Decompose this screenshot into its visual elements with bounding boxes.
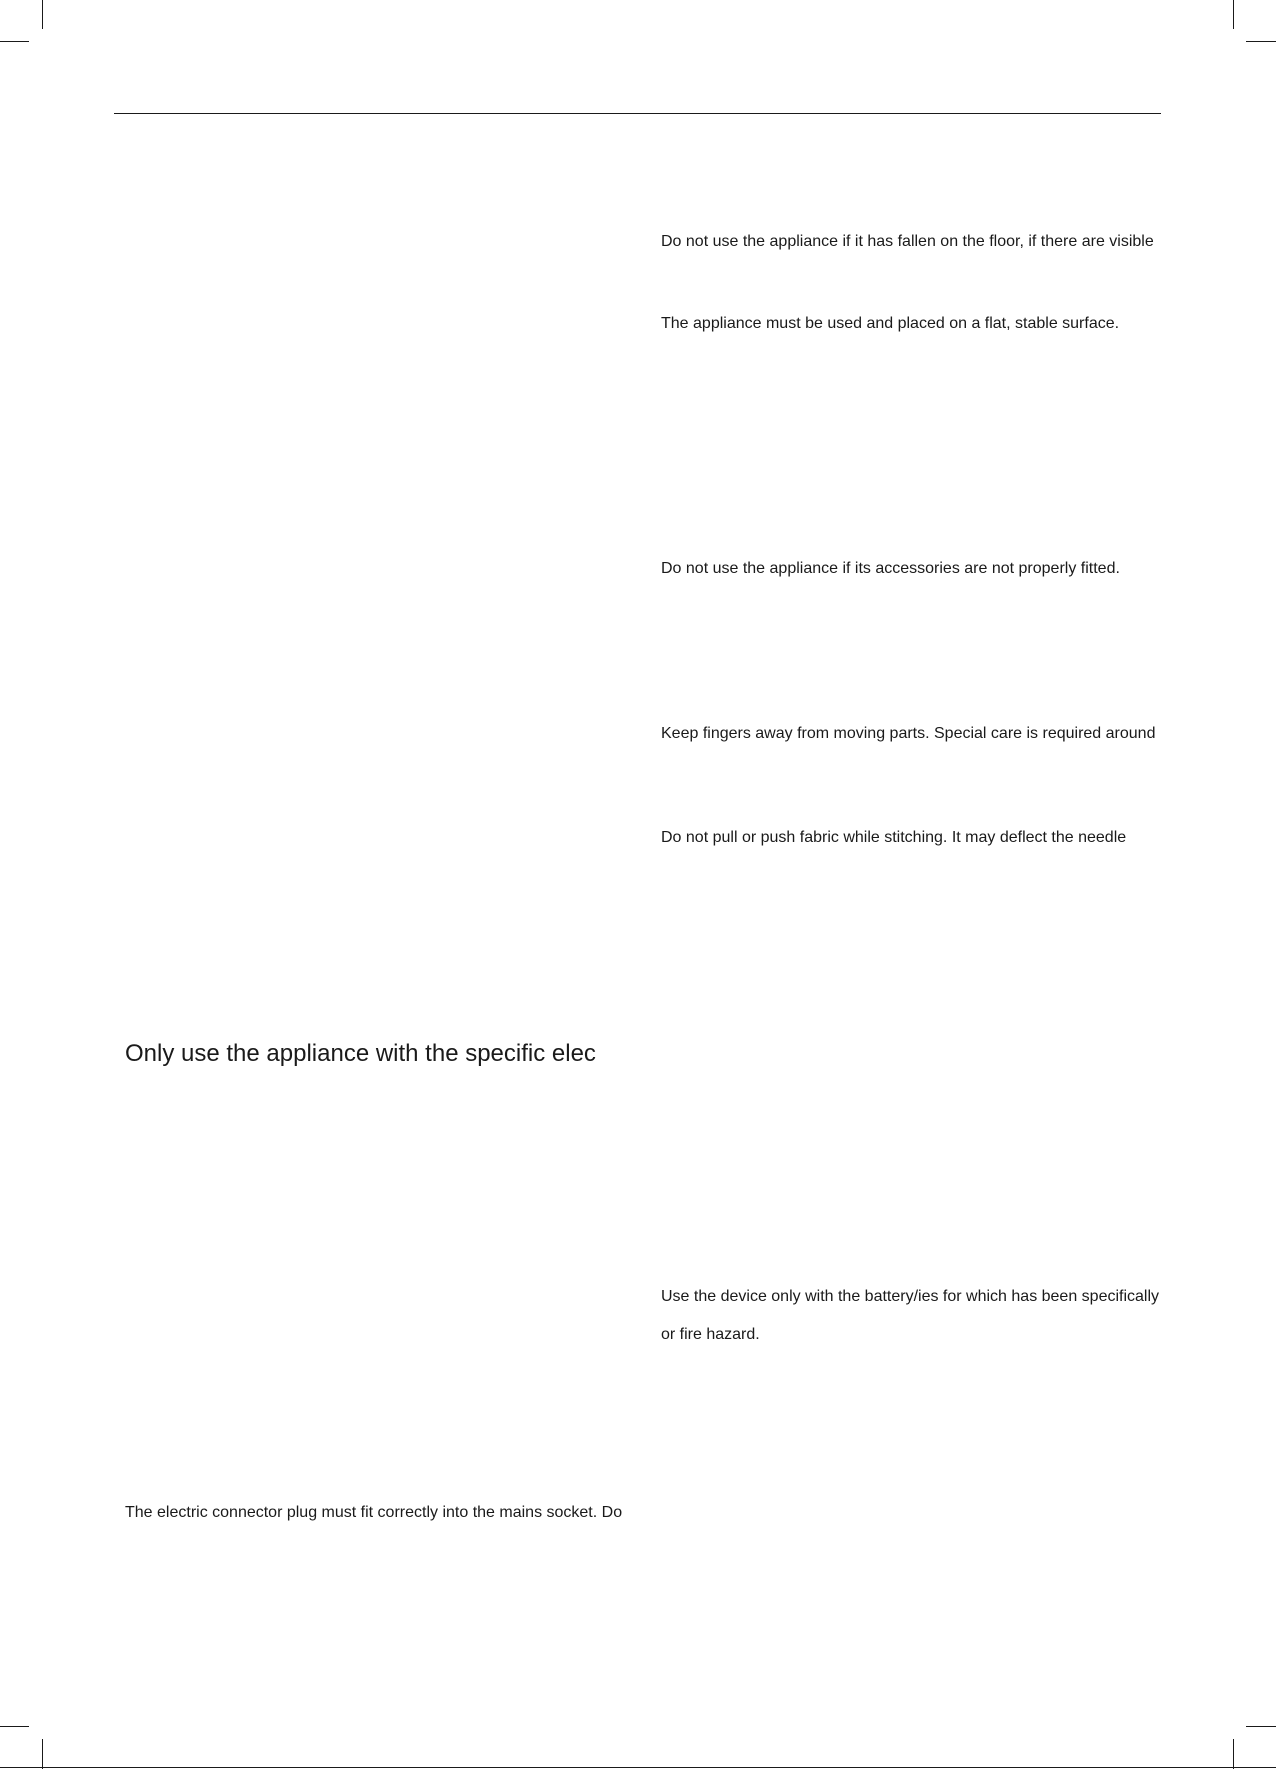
plug-instruction-text: The electric connector plug must fit correctly into the mains socket. Do bbox=[125, 1504, 623, 1521]
header-rule bbox=[114, 113, 1161, 114]
crop-mark-bottom-left-vertical bbox=[42, 1739, 43, 1769]
crop-mark-top-right-vertical bbox=[1233, 0, 1234, 29]
crop-mark-bottom-left-horizontal bbox=[0, 1726, 29, 1727]
fallen-appliance-warning: Do not use the appliance if it has fallen on the floor, if there are visible bbox=[661, 233, 1154, 250]
accessories-warning: Do not use the appliance if its accessories are not properly fitted. bbox=[661, 560, 1120, 577]
surface-warning: The appliance must be used and placed on a flat, stable surface. bbox=[661, 315, 1120, 332]
power-supply-heading: Only use the appliance with the specific elec bbox=[125, 1040, 596, 1067]
crop-mark-top-right-horizontal bbox=[1246, 41, 1276, 42]
fabric-warning: Do not pull or push fabric while stitching. It may deflect the needle bbox=[661, 829, 1127, 846]
bottom-frame-line bbox=[0, 1767, 1276, 1768]
crop-mark-top-left-vertical bbox=[42, 0, 43, 29]
crop-mark-bottom-right-vertical bbox=[1233, 1739, 1234, 1769]
battery-warning-line-2: or fire hazard. bbox=[661, 1326, 760, 1343]
moving-parts-warning: Keep fingers away from moving parts. Special care is required around bbox=[661, 725, 1156, 742]
crop-mark-bottom-right-horizontal bbox=[1246, 1726, 1276, 1727]
crop-mark-top-left-horizontal bbox=[0, 41, 29, 42]
battery-warning-line-1: Use the device only with the battery/ies for which has been specifically bbox=[661, 1288, 1160, 1305]
